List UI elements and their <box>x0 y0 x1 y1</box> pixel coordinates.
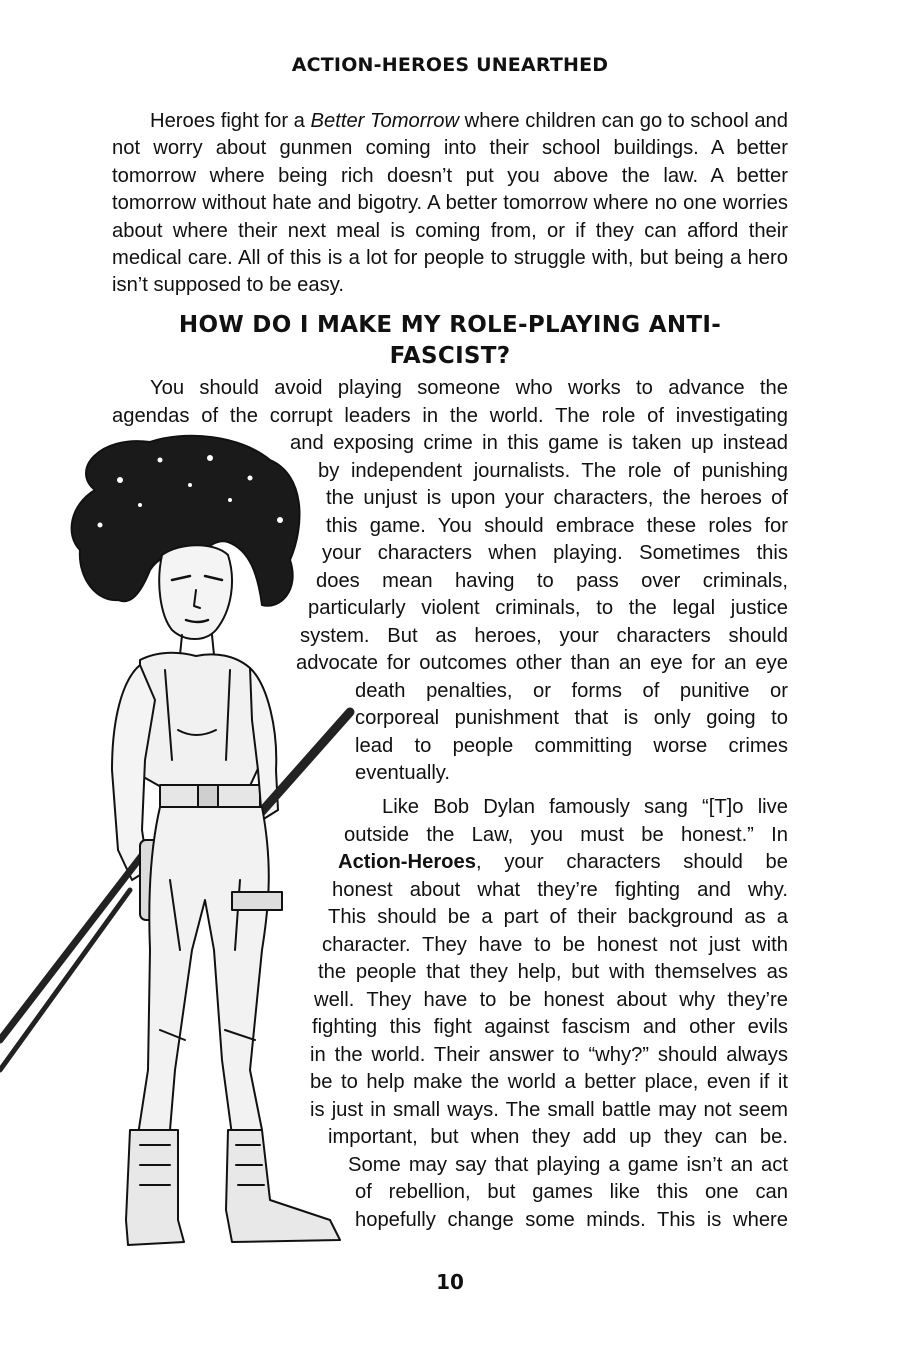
left-boot <box>126 1130 184 1245</box>
text-line: be to help make the world a better place, even if it <box>310 1071 788 1093</box>
text-line: system. But as heroes, your characters should <box>300 625 788 647</box>
text-line: agendas of the corrupt leaders in the world. The role of investigating <box>112 405 788 427</box>
vest <box>140 653 262 792</box>
text-line: Like Bob Dylan famously sang “[T]o live <box>382 796 788 818</box>
heading-line-1: HOW DO I MAKE MY ROLE-PLAYING ANTI- <box>178 312 722 338</box>
text-line: corporeal punishment that is only going to <box>355 707 788 729</box>
text-line: and exposing crime in this game is taken up instead <box>290 432 788 454</box>
text-line: particularly violent criminals, to the legal justice <box>308 597 788 619</box>
text-line: hopefully change some minds. This is where <box>355 1209 788 1231</box>
intro-italic-phrase: Better Tomorrow <box>310 110 460 132</box>
intro-text-start: Heroes fight for a <box>150 110 311 132</box>
text-line: of rebellion, but games like this one can <box>355 1181 788 1203</box>
section-heading <box>150 310 750 372</box>
text-line: fighting this fight against fascism and other evils <box>312 1016 788 1038</box>
text-line: in the world. Their answer to “why?” should always <box>310 1044 788 1066</box>
text-line: this game. You should embrace these roles for <box>326 515 788 537</box>
text-line: lead to people committing worse crimes <box>355 735 788 757</box>
text-fragment: , your characters should be <box>475 851 788 873</box>
game-title-bold: Action-Heroes <box>338 851 476 873</box>
text-line: important, but when they add up they can be. <box>328 1126 788 1148</box>
text-line: the unjust is upon your characters, the heroes of <box>326 487 788 509</box>
hero-illustration <box>0 430 360 1260</box>
text-line: advocate for outcomes other than an eye for an eye <box>296 652 788 674</box>
text-line: by independent journalists. The role of punishing <box>318 460 788 482</box>
text-line: outside the Law, you must be honest.” In <box>344 824 788 846</box>
intro-text-rest: where children can go to school and not worry about gunmen coming into their school buildings. A better tomorrow where being rich doesn’t put you above the law. A better tomorrow without hate and bigotry. A better tomorrow where no one worries about where their next meal is coming from, or if they can afford their medical care. All of this is a lot for people to struggle with, but being a hero isn’t supposed to be easy. <box>112 110 788 297</box>
text-line: You should avoid playing someone who works to advance the <box>150 377 788 399</box>
text-line: death penalties, or forms of punitive or <box>355 680 788 702</box>
text-line: character. They have to be honest not just with <box>322 934 788 956</box>
legs <box>138 807 269 1135</box>
page-number: 10 <box>436 1270 464 1294</box>
text-line-with-bold <box>338 849 788 876</box>
text-line: Some may say that playing a game isn’t an act <box>348 1154 788 1176</box>
text-line: your characters when playing. Sometimes this <box>322 542 788 564</box>
text-line: well. They have to be honest about why they’re <box>314 989 788 1011</box>
heading-line-2: FASCIST? <box>389 343 511 369</box>
running-head: ACTION-HEROES UNEARTHED <box>291 54 609 76</box>
text-line: is just in small ways. The small battle may not seem <box>310 1099 788 1121</box>
text-line: the people that they help, but with themselves as <box>318 961 788 983</box>
text-line: This should be a part of their background as a <box>328 906 788 928</box>
text-line: does mean having to pass over criminals, <box>316 570 788 592</box>
intro-paragraph <box>112 108 788 300</box>
text-line: eventually. <box>355 762 451 784</box>
text-line: honest about what they’re fighting and why. <box>332 879 788 901</box>
